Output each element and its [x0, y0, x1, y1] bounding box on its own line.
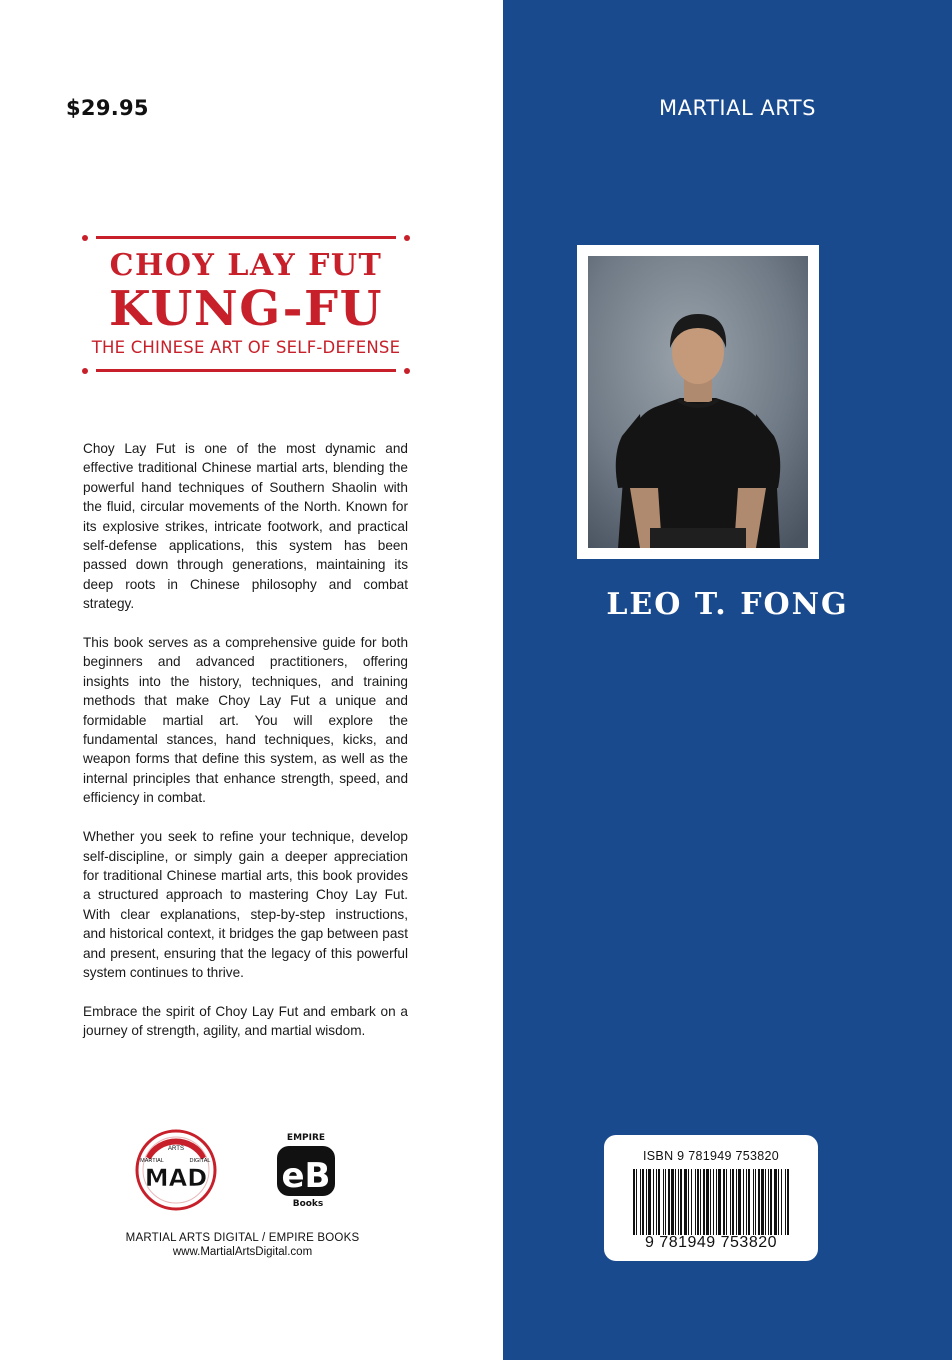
barcode-bar [710, 1169, 711, 1235]
barcode-bar [778, 1169, 779, 1235]
barcode-bar [668, 1169, 670, 1235]
barcode-bar [761, 1169, 764, 1235]
book-title-line2: KUNG-FU [109, 281, 383, 337]
barcode-bar [703, 1169, 705, 1235]
logo-eb-main-text: eB [281, 1156, 331, 1196]
barcode-bar [736, 1169, 737, 1235]
barcode-box [604, 1135, 818, 1261]
barcode [633, 1169, 789, 1235]
barcode-number: 9 781949 753820 [644, 1234, 778, 1251]
barcode-bar [653, 1169, 654, 1235]
barcode-bar [785, 1169, 786, 1235]
barcode-bar [755, 1169, 756, 1235]
barcode-bar [787, 1169, 789, 1235]
barcode-bar [748, 1169, 750, 1235]
barcode-bar [642, 1169, 644, 1235]
martial-arts-digital-logo [134, 1128, 218, 1212]
barcode-bar [774, 1169, 777, 1235]
barcode-bar [732, 1169, 734, 1235]
barcode-bar [768, 1169, 769, 1235]
isbn-label: ISBN 9 781949 753820 [643, 1149, 779, 1163]
barcode-bar [658, 1169, 660, 1235]
barcode-bar [697, 1169, 699, 1235]
barcode-bar [633, 1169, 635, 1235]
barcode-bar [781, 1169, 782, 1235]
barcode-bar [758, 1169, 760, 1235]
book-title-line1: CHOY LAY FUT [109, 248, 383, 283]
logo-mad-main-text: MAD [144, 1164, 208, 1192]
book-description [83, 439, 408, 1060]
barcode-bar [718, 1169, 721, 1235]
barcode-bar [726, 1169, 727, 1235]
description-paragraph: Choy Lay Fut is one of the most dynamic and effective traditional Chinese martial arts, blending the powerful hand techniques of Southern Shaolin with the fluid, circular movements of the North. Known for its explosive strikes, intricate footwork, and practical self-defense applications, this system has been passed down through generations, maintaining its deep roots in Chinese philosophy and combat strategy. [83, 441, 408, 612]
barcode-bar [753, 1169, 754, 1235]
price: $29.95 [66, 96, 149, 120]
barcode-bar [743, 1169, 744, 1235]
barcode-bar [713, 1169, 714, 1235]
barcode-bar [691, 1169, 692, 1235]
barcode-bar [700, 1169, 701, 1235]
barcode-bar [716, 1169, 717, 1235]
barcode-bar [688, 1169, 689, 1235]
author-photo-frame [577, 245, 819, 559]
logo-mad-top-text: ARTS [168, 1146, 184, 1152]
barcode-bar [723, 1169, 725, 1235]
barcode-bar [706, 1169, 709, 1235]
barcode-bar [684, 1169, 687, 1235]
genre-label: MARTIAL ARTS [659, 96, 816, 120]
description-paragraph: Embrace the spirit of Choy Lay Fut and embark on a journey of strength, agility, and martial wisdom. [83, 1003, 408, 1039]
title-rule-bottom [96, 369, 396, 372]
logo-mad-left-text: MARTIAL [140, 1158, 164, 1164]
barcode-bar [746, 1169, 747, 1235]
logo-mad-right-text: DIGITAL [189, 1158, 211, 1164]
barcode-bar [665, 1169, 666, 1235]
title-block [78, 236, 414, 372]
barcode-bar [648, 1169, 651, 1235]
description-paragraph: Whether you seek to refine your technique, develop self-discipline, or simply gain a deeper appreciation for traditional Chinese martial arts, this book provides a structured approach to mastering Choy Lay Fut. With clear explanations, step-by-step instructions, and historical context, it bridges the gap between past and present, ensuring that the legacy of this powerful system continues to thrive. [83, 829, 408, 980]
publisher-name: MARTIAL ARTS DIGITAL / EMPIRE BOOKS [125, 1232, 360, 1244]
barcode-bar [765, 1169, 766, 1235]
barcode-bar [640, 1169, 641, 1235]
author-name: LEO T. FONG [606, 587, 849, 622]
barcode-bar [770, 1169, 772, 1235]
barcode-bar [656, 1169, 657, 1235]
author-photo [588, 256, 808, 548]
barcode-bar [695, 1169, 696, 1235]
barcode-bar [636, 1169, 637, 1235]
barcode-bar [663, 1169, 664, 1235]
publisher-url: www.MartialArtsDigital.com [172, 1246, 313, 1258]
barcode-bar [646, 1169, 647, 1235]
title-rule-top [96, 236, 396, 239]
empire-books-logo [274, 1130, 338, 1210]
barcode-bar [680, 1169, 682, 1235]
description-paragraph: This book serves as a comprehensive guide for both beginners and advanced practitioners, offering insights into the history, techniques, and training methods that make Choy Lay Fut a unique and formidable martial art. You will explore the fundamental stances, hand techniques, kicks, and weapon forms that define this system, as well as the internal principles that enhance strength, speed, and efficiency in combat. [83, 635, 408, 806]
barcode-bar [675, 1169, 676, 1235]
logo-eb-top-text: EMPIRE [286, 1133, 326, 1143]
barcode-bar [738, 1169, 741, 1235]
book-subtitle: THE CHINESE ART OF SELF-DEFENSE [91, 338, 401, 357]
barcode-bar [671, 1169, 674, 1235]
barcode-bar [730, 1169, 731, 1235]
barcode-bar [678, 1169, 679, 1235]
logo-eb-bottom-text: Books [292, 1199, 324, 1209]
